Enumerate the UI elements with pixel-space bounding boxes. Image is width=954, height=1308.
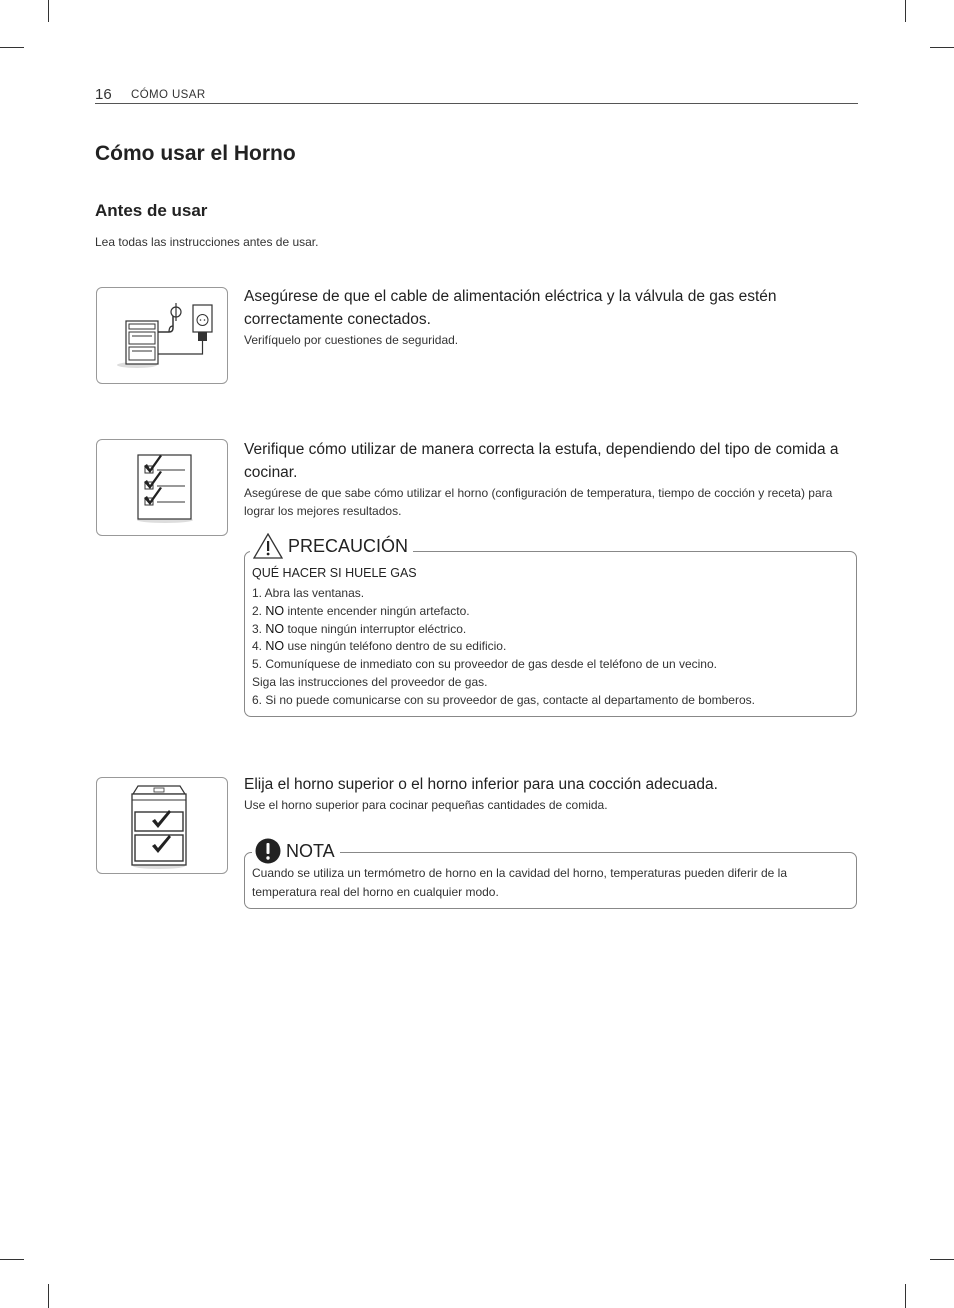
crop-mark xyxy=(48,0,49,22)
section-intro: Lea todas las instrucciones antes de usar. xyxy=(95,235,319,249)
caution-label-text: PRECAUCIÓN xyxy=(288,535,409,556)
crop-mark xyxy=(930,1259,954,1260)
checklist-icon xyxy=(96,439,228,536)
oven-check-icon xyxy=(96,777,228,874)
item-title: Asegúrese de que el cable de alimentación eléctrica y la válvula de gas estén correctamente conectados. xyxy=(244,288,777,328)
item-body: Asegúrese de que sabe cómo utilizar el horno (configuración de temperatura, tiempo de cocción y receta) para lograr los mejores resultados. xyxy=(244,486,833,518)
list-item: 3. NO toque ningún interruptor eléctrico. xyxy=(252,621,467,636)
page-number: 16 xyxy=(95,86,112,103)
running-header: CÓMO USAR xyxy=(131,89,206,101)
crop-mark xyxy=(905,0,906,22)
crop-mark xyxy=(0,47,24,48)
list-item: Siga las instrucciones del proveedor de gas. xyxy=(252,674,488,689)
crop-mark xyxy=(905,1284,906,1308)
item-title: Elija el horno superior o el horno inferior para una cocción adecuada. xyxy=(244,776,718,793)
item-body: Verifíquelo por cuestiones de seguridad. xyxy=(244,333,459,347)
header-rule xyxy=(95,103,858,104)
section-title: Antes de usar xyxy=(95,201,208,220)
note-label-text: NOTA xyxy=(286,840,335,861)
note-label xyxy=(252,838,340,864)
crop-mark xyxy=(0,1259,24,1260)
list-item: 4. NO use ningún teléfono dentro de su edificio. xyxy=(252,639,507,654)
exclamation-icon xyxy=(255,838,281,864)
list-item: 1. Abra las ventanas. xyxy=(252,586,365,600)
item-title: Verifique cómo utilizar de manera correcta la estufa, dependiendo del tipo de comida a cocinar. xyxy=(244,441,839,481)
item-body: Use el horno superior para cocinar pequeñas cantidades de comida. xyxy=(244,798,608,812)
list-item: 5. Comuníquese de inmediato con su proveedor de gas desde el teléfono de un vecino. xyxy=(252,657,717,672)
gas-connection-icon xyxy=(96,287,228,384)
note-text: Cuando se utiliza un termómetro de horno en la cavidad del horno, temperaturas pueden diferir de la temperatura real del horno en cualquier modo. xyxy=(252,866,787,899)
page-title: Cómo usar el Horno xyxy=(95,142,296,165)
caution-list xyxy=(252,585,755,710)
crop-mark xyxy=(48,1284,49,1308)
warning-icon xyxy=(253,533,283,559)
caution-label xyxy=(250,533,413,559)
caution-heading: QUÉ HACER SI HUELE GAS xyxy=(252,566,417,580)
list-item: 2. NO intente encender ningún artefacto. xyxy=(252,603,470,618)
crop-mark xyxy=(930,47,954,48)
list-item: 6. Si no puede comunicarse con su proveedor de gas, contacte al departamento de bomberos. xyxy=(252,692,755,707)
